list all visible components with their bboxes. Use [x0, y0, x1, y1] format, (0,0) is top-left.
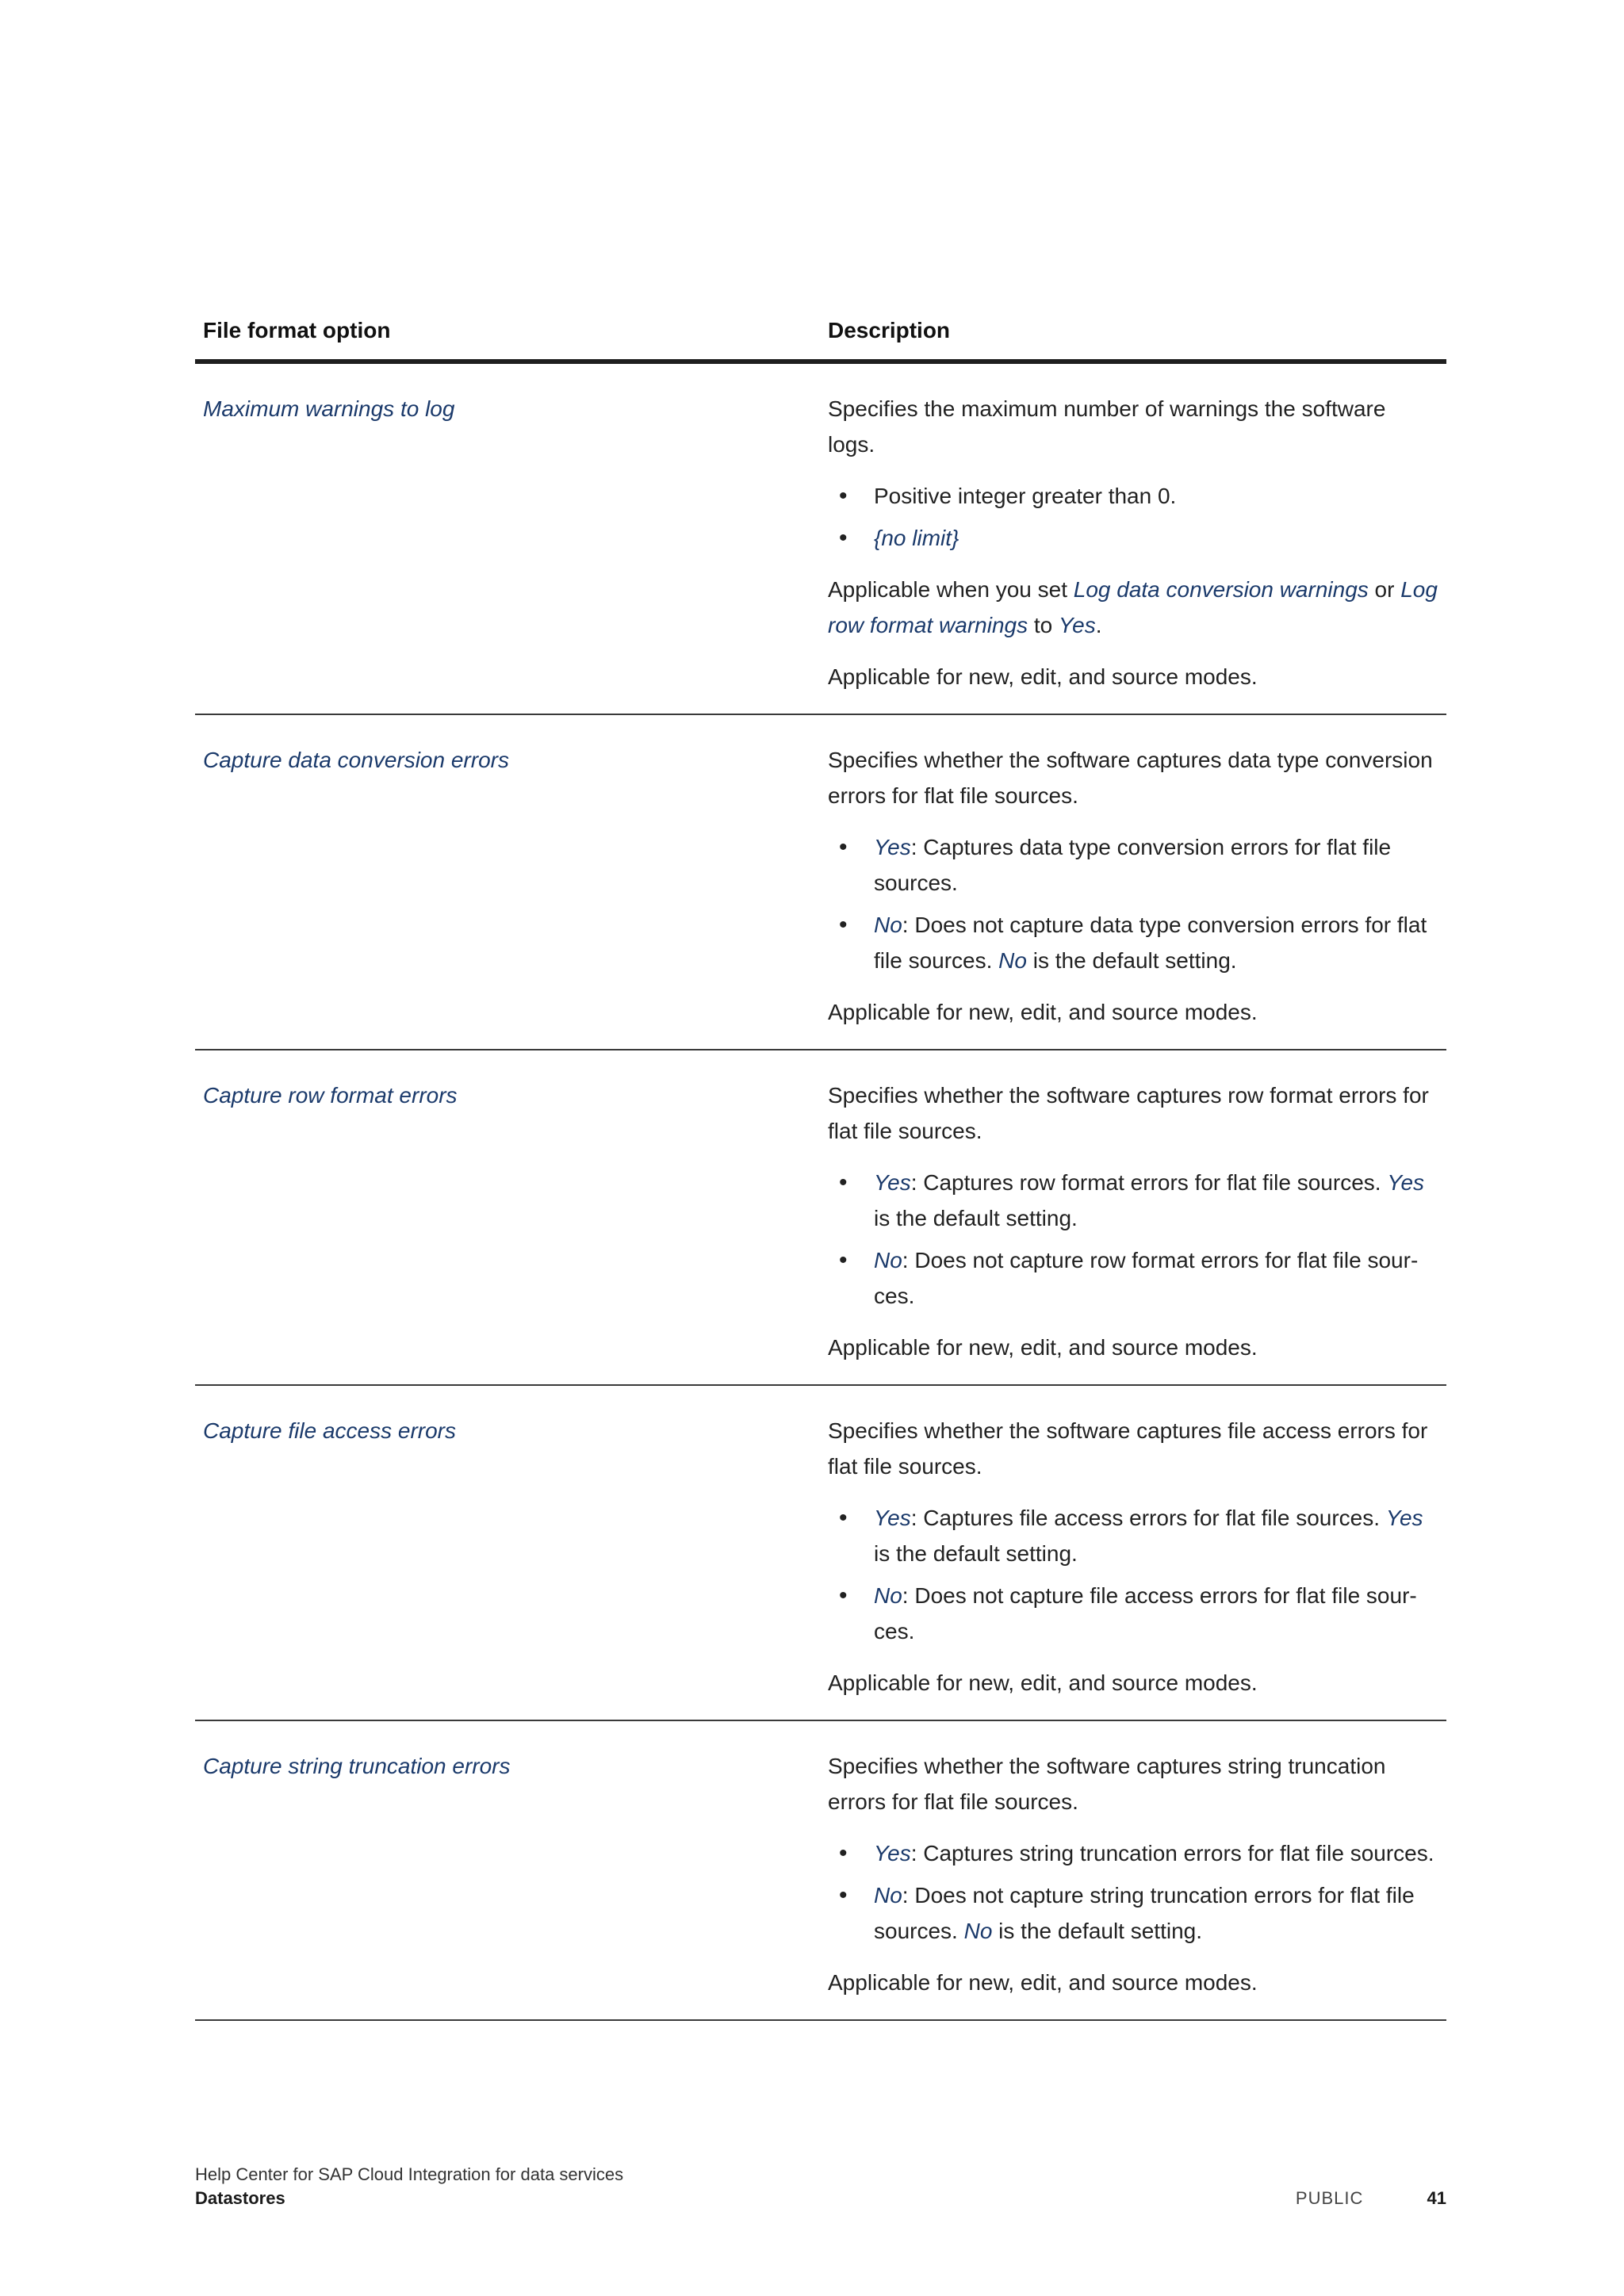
list-item-text: : Does not capture string truncation errors for flat file sources. [874, 1883, 1415, 1943]
list-item-text: is the default setting. [1026, 948, 1237, 973]
value-reference: Yes [874, 1841, 911, 1866]
value-list [828, 1835, 1438, 1949]
note-text: to [1028, 613, 1059, 637]
table-row [195, 1720, 1446, 2020]
bullet-icon: • [839, 1840, 848, 1866]
applicable-modes: Applicable for new, edit, and source modes. [828, 1335, 1258, 1360]
value-reference: Yes [874, 1170, 911, 1195]
list-item-text: : Does not capture data type conversion errors for flat file sources. [874, 913, 1427, 973]
option-name: Maximum warnings to log [203, 396, 455, 421]
bullet-icon: • [839, 483, 848, 509]
applicable-when-note [828, 572, 1438, 643]
header-description: Description [820, 309, 1446, 362]
option-cell [195, 1385, 820, 1720]
description-intro: Specifies whether the software captures data type conversion errors for flat file sources. [828, 748, 1433, 808]
list-item-text: is the default setting. [874, 1541, 1078, 1566]
list-item [828, 829, 1438, 901]
applicable-modes: Applicable for new, edit, and source modes. [828, 1670, 1258, 1695]
footer-doc-title: Help Center for SAP Cloud Integration for data services [195, 2164, 624, 2184]
value-reference: Yes [1059, 613, 1096, 637]
value-list [828, 1500, 1438, 1649]
table-row [195, 1050, 1446, 1385]
option-reference: Log data conversion warnings [1073, 577, 1369, 602]
list-item [828, 478, 1438, 514]
description-intro: Specifies whether the software captures string truncation errors for flat file sources. [828, 1754, 1386, 1814]
footer-section: Datastores [195, 2188, 285, 2208]
option-name: Capture string truncation errors [203, 1754, 511, 1778]
list-item-text: : Does not capture file access errors for flat file sources. [874, 1583, 1417, 1644]
option-cell [195, 362, 820, 714]
option-cell [195, 714, 820, 1050]
list-item [828, 1877, 1438, 1949]
list-item [828, 1500, 1438, 1571]
bullet-icon: • [839, 525, 848, 551]
applicable-modes: Applicable for new, edit, and source modes. [828, 1970, 1258, 1995]
value-reference: No [874, 1883, 902, 1908]
option-cell [195, 1720, 820, 2020]
table-row [195, 714, 1446, 1050]
classification-label: PUBLIC [1295, 2188, 1364, 2208]
applicable-modes: Applicable for new, edit, and source modes. [828, 1000, 1258, 1024]
description-cell [820, 1720, 1446, 2020]
note-text: . [1095, 613, 1102, 637]
value-reference: Yes [874, 1506, 911, 1530]
value-reference: No [963, 1919, 993, 1943]
value-reference: Yes [874, 835, 911, 859]
list-item-text: : Does not capture row format errors for flat file sources. [874, 1248, 1419, 1308]
bullet-icon: • [839, 1505, 848, 1531]
value-list [828, 478, 1438, 556]
description-intro: Specifies the maximum number of warnings the software logs. [828, 396, 1386, 457]
value-list [828, 829, 1438, 978]
file-format-options-table [195, 309, 1446, 2021]
list-item [828, 1165, 1438, 1236]
option-name: Capture file access errors [203, 1418, 457, 1443]
value-reference: No [874, 913, 902, 937]
list-item-text: is the default setting. [992, 1919, 1203, 1943]
value-reference: No [874, 1248, 902, 1272]
bullet-icon: • [839, 912, 848, 938]
table-row [195, 1385, 1446, 1720]
description-cell [820, 1385, 1446, 1720]
list-item-text: {no limit} [874, 526, 959, 550]
description-cell [820, 1050, 1446, 1385]
value-reference: No [998, 948, 1027, 973]
description-intro: Specifies whether the software captures file access errors for flat file sources. [828, 1418, 1428, 1479]
list-item [828, 1242, 1438, 1314]
bullet-icon: • [839, 1247, 848, 1273]
list-item [828, 907, 1438, 978]
list-item [828, 520, 1438, 556]
description-cell [820, 362, 1446, 714]
applicable-modes: Applicable for new, edit, and source modes. [828, 664, 1258, 689]
table-header-row [195, 309, 1446, 362]
document-page [195, 309, 1446, 2021]
list-item-text: Positive integer greater than 0. [874, 484, 1177, 508]
note-text: or [1368, 577, 1401, 602]
bullet-icon: • [839, 1882, 848, 1908]
list-item-text: : Captures string truncation errors for flat file sources. [910, 1841, 1434, 1866]
table-row [195, 362, 1446, 714]
option-reference: Log row format warnings [828, 577, 1438, 637]
description-intro: Specifies whether the software captures row format errors for flat file sources. [828, 1083, 1429, 1143]
page-footer [195, 2163, 1446, 2210]
list-item-text: : Captures row format errors for flat file sources. [910, 1170, 1388, 1195]
bullet-icon: • [839, 1169, 848, 1196]
option-cell [195, 1050, 820, 1385]
option-name: Capture row format errors [203, 1083, 458, 1108]
list-item [828, 1835, 1438, 1871]
bullet-icon: • [839, 1582, 848, 1609]
value-reference: Yes [1387, 1170, 1425, 1195]
option-name: Capture data conversion errors [203, 748, 509, 772]
value-reference: Yes [1385, 1506, 1423, 1530]
value-list [828, 1165, 1438, 1314]
list-item-text: : Captures file access errors for flat file sources. [910, 1506, 1386, 1530]
list-item [828, 1578, 1438, 1649]
list-item-text: is the default setting. [874, 1206, 1078, 1230]
header-file-format-option: File format option [195, 309, 820, 362]
description-cell [820, 714, 1446, 1050]
page-number: 41 [1427, 2188, 1446, 2208]
note-text: Applicable when you set [828, 577, 1074, 602]
footer-right [1296, 2187, 1446, 2210]
value-reference: No [874, 1583, 902, 1608]
bullet-icon: • [839, 834, 848, 860]
list-item-text: : Captures data type conversion errors for flat file sources. [874, 835, 1392, 895]
